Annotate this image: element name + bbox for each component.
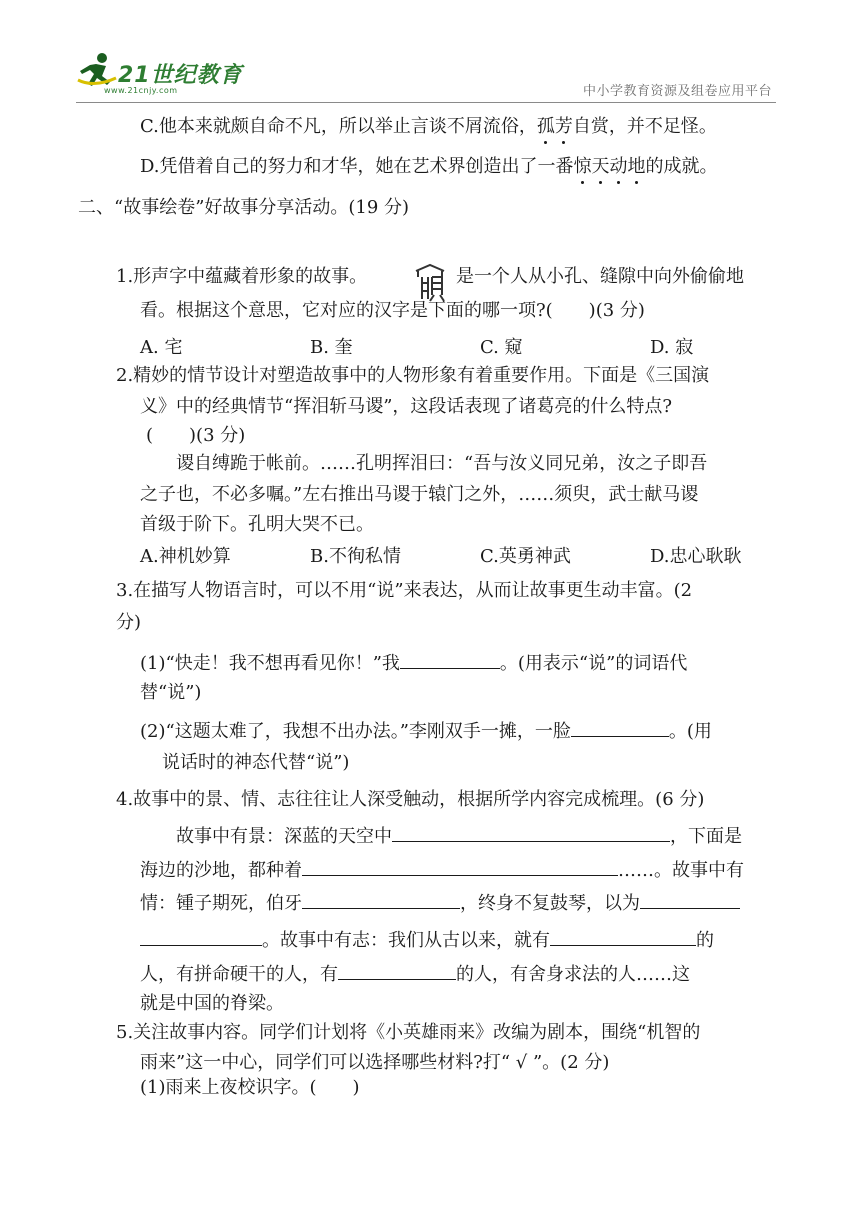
dotted-char: 地 — [627, 156, 646, 177]
q3-sub1: (1)“快走！我不想再看见你！”我 。(用表示“说”的词语代 — [140, 650, 687, 676]
q2-line1: 2.精妙的情节设计对塑造故事中的人物形象有着重要作用。下面是《三国演 — [116, 365, 710, 386]
answer-blank[interactable] — [571, 718, 669, 737]
logo-name: 21世纪教育 — [118, 63, 243, 88]
q4-para-line: 人，有拼命硬干的人，有 的人，有舍身求法的人……这 — [140, 961, 690, 987]
seal-script-character-icon — [412, 263, 448, 303]
q4-para-line: 海边的沙地，都种着 ……。故事中有 — [140, 857, 744, 883]
q4-para-line: 故事中有景：深蓝的天空中 ，下面是 — [176, 823, 742, 849]
answer-blank[interactable] — [302, 857, 618, 876]
q5-item1: (1)雨来上夜校识字。( ) — [140, 1077, 360, 1098]
q2-option-d: D.忠心耿耿 — [650, 546, 742, 567]
dotted-char: 孤 — [536, 116, 555, 137]
q1-option-c: C. 窥 — [480, 337, 523, 358]
q3-line1: 3.在描写人物语言时，可以不用“说”来表达，从而让故事更生动丰富。(2 — [116, 580, 693, 601]
q2-line3: ( )(3 分) — [146, 425, 246, 446]
q3-sub2-cont: 说话时的神态代替“说”) — [162, 752, 350, 773]
q1-line1b: 是一个人从小孔、缝隙中向外偷偷地 — [456, 266, 744, 287]
answer-blank[interactable] — [338, 961, 456, 980]
dotted-char: 芳 — [554, 116, 573, 137]
q4-para-line: 就是中国的脊梁。 — [140, 993, 284, 1014]
q3-sub1-cont: 替“说”) — [140, 682, 202, 703]
header-divider — [76, 102, 776, 103]
dotted-char: 动 — [609, 156, 628, 177]
q1-option-a: A. 宅 — [140, 337, 183, 358]
q2-line2: 义》中的经典情节“挥泪斩马谡”，这段话表现了诸葛亮的什么特点? — [140, 396, 673, 417]
q1-option-d: D. 寂 — [650, 337, 694, 358]
logo-url: www.21cnjy.com — [104, 86, 178, 95]
dotted-char: 天 — [591, 156, 610, 177]
q5-line2: 雨来”这一中心，同学们可以选择哪些材料?打“ √ ”。(2 分) — [140, 1052, 610, 1073]
q3-line2: 分) — [116, 612, 142, 633]
platform-tagline: 中小学教育资源及组卷应用平台 — [582, 84, 772, 99]
q1-line2: 看。根据这个意思，它对应的汉字是下面的哪一项?( )(3 分) — [140, 300, 645, 321]
q2-option-c: C.英勇神武 — [480, 546, 571, 567]
answer-blank[interactable] — [392, 823, 670, 842]
q2-passage-line: 首级于阶下。孔明大哭不已。 — [140, 514, 374, 535]
q4-line1: 4.故事中的景、情、志往往让人深受触动，根据所学内容完成梳理。(6 分) — [116, 789, 705, 810]
q5-line1: 5.关注故事内容。同学们计划将《小英雄雨来》改编为剧本，围绕“机智的 — [116, 1022, 701, 1043]
answer-blank[interactable] — [400, 650, 500, 669]
option-d-line: D.凭借着自己的努力和才华，她在艺术界创造出了一番惊天动地的成就。 — [140, 156, 718, 177]
page-header — [0, 0, 860, 105]
section-title: 二、“故事绘卷”好故事分享活动。(19 分) — [78, 197, 410, 218]
q3-sub2: (2)“这题太难了，我想不出办法。”李刚双手一摊，一脸 。(用 — [140, 718, 712, 744]
q2-passage-line: 谡自缚跪于帐前。……孔明挥泪曰：“吾与汝义同兄弟，汝之子即吾 — [176, 453, 708, 474]
q1-line1a: 1.形声字中蕴藏着形象的故事。 — [116, 266, 368, 287]
q4-para-line: 情：锺子期死，伯牙 ，终身不复鼓琴，以为 — [140, 890, 740, 916]
answer-blank[interactable] — [302, 890, 460, 909]
answer-blank[interactable] — [550, 927, 696, 946]
q1-option-b: B. 奎 — [310, 337, 353, 358]
dotted-char: 惊 — [573, 156, 592, 177]
q2-option-a: A.神机妙算 — [140, 546, 231, 567]
q2-passage-line: 之子也，不必多嘱。”左右推出马谡于辕门之外，……须臾，武士献马谡 — [140, 484, 699, 505]
q4-para-line: 。故事中有志：我们从古以来，就有 的 — [140, 927, 714, 953]
answer-blank[interactable] — [640, 890, 740, 909]
option-c-line: C.他本来就颇自命不凡，所以举止言谈不屑流俗，孤芳自赏，并不足怪。 — [140, 116, 717, 137]
answer-blank[interactable] — [140, 927, 262, 946]
q2-option-b: B.不徇私情 — [310, 546, 401, 567]
